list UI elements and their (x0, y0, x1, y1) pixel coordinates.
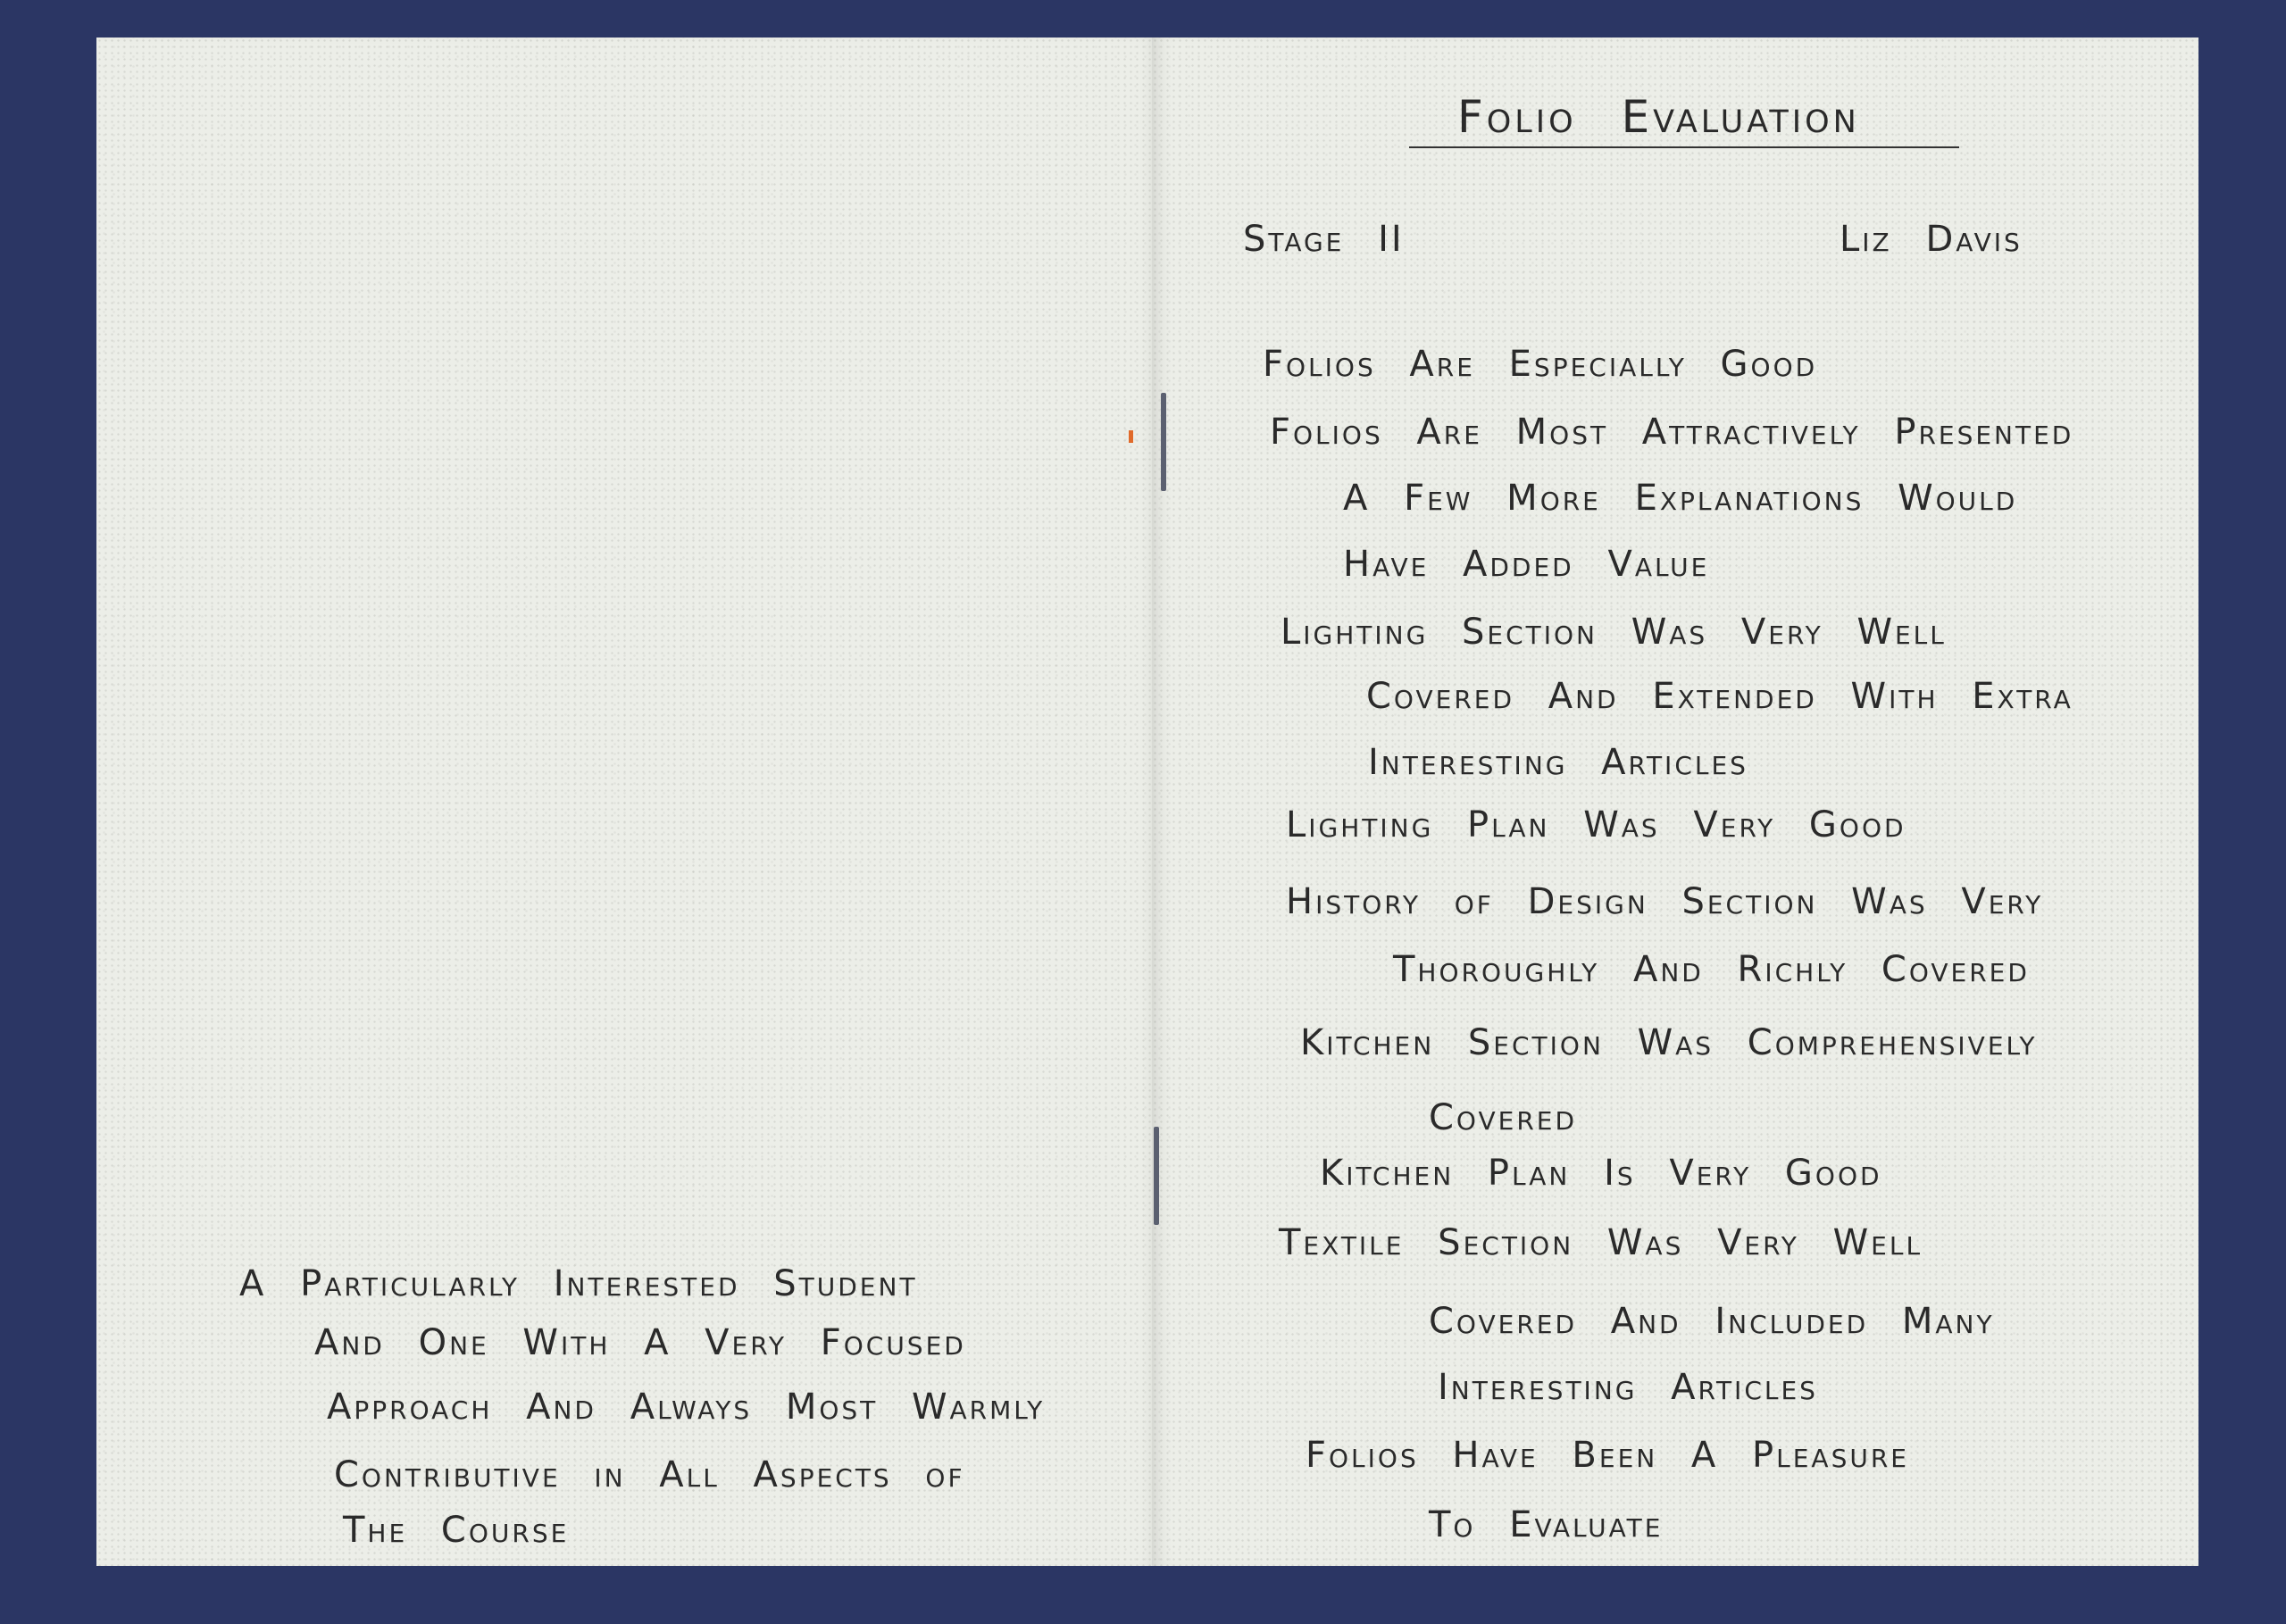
evaluation-line: Interesting Articles (1438, 1367, 1818, 1408)
evaluation-line: History of Design Section Was Very (1286, 881, 2044, 922)
evaluation-line: Folios Are Especially Good (1263, 344, 1818, 385)
evaluation-line: Textile Section Was Very Well (1279, 1222, 1923, 1263)
title-underline (1409, 146, 1959, 148)
evaluation-line: Interesting Articles (1368, 742, 1748, 783)
evaluation-line: Folios Are Most Attractively Presented (1270, 412, 2074, 453)
summary-line: Contributive in All Aspects of (334, 1454, 965, 1495)
evaluation-line: Have Added Value (1343, 544, 1710, 585)
binding-mark (1129, 430, 1133, 443)
evaluation-line: A Few More Explanations Would (1343, 478, 2018, 519)
author-name: Liz Davis (1840, 219, 2023, 260)
summary-line: Approach And Always Most Warmly (327, 1387, 1046, 1428)
evaluation-line: Covered And Included Many (1429, 1301, 1995, 1342)
staple-top (1161, 393, 1166, 491)
staple-bottom (1154, 1127, 1159, 1225)
summary-line: The Course (343, 1510, 570, 1551)
stage-label: Stage II (1243, 219, 1405, 260)
evaluation-line: Folios Have Been A Pleasure (1306, 1435, 1909, 1476)
evaluation-line: To Evaluate (1429, 1504, 1664, 1545)
evaluation-line: Kitchen Section Was Comprehensively (1300, 1022, 2038, 1063)
evaluation-line: Thoroughly And Richly Covered (1393, 949, 2030, 990)
evaluation-line: Covered (1429, 1097, 1578, 1138)
evaluation-line: Covered And Extended With Extra (1366, 676, 2073, 717)
summary-line: A Particularly Interested Student (239, 1263, 918, 1304)
evaluation-line: Lighting Section Was Very Well (1281, 612, 1947, 653)
evaluation-line: Kitchen Plan Is Very Good (1320, 1153, 1882, 1194)
page-title: Folio Evaluation (1457, 91, 1860, 143)
evaluation-line: Lighting Plan Was Very Good (1286, 804, 1906, 845)
summary-line: And One With A Very Focused (314, 1322, 966, 1363)
